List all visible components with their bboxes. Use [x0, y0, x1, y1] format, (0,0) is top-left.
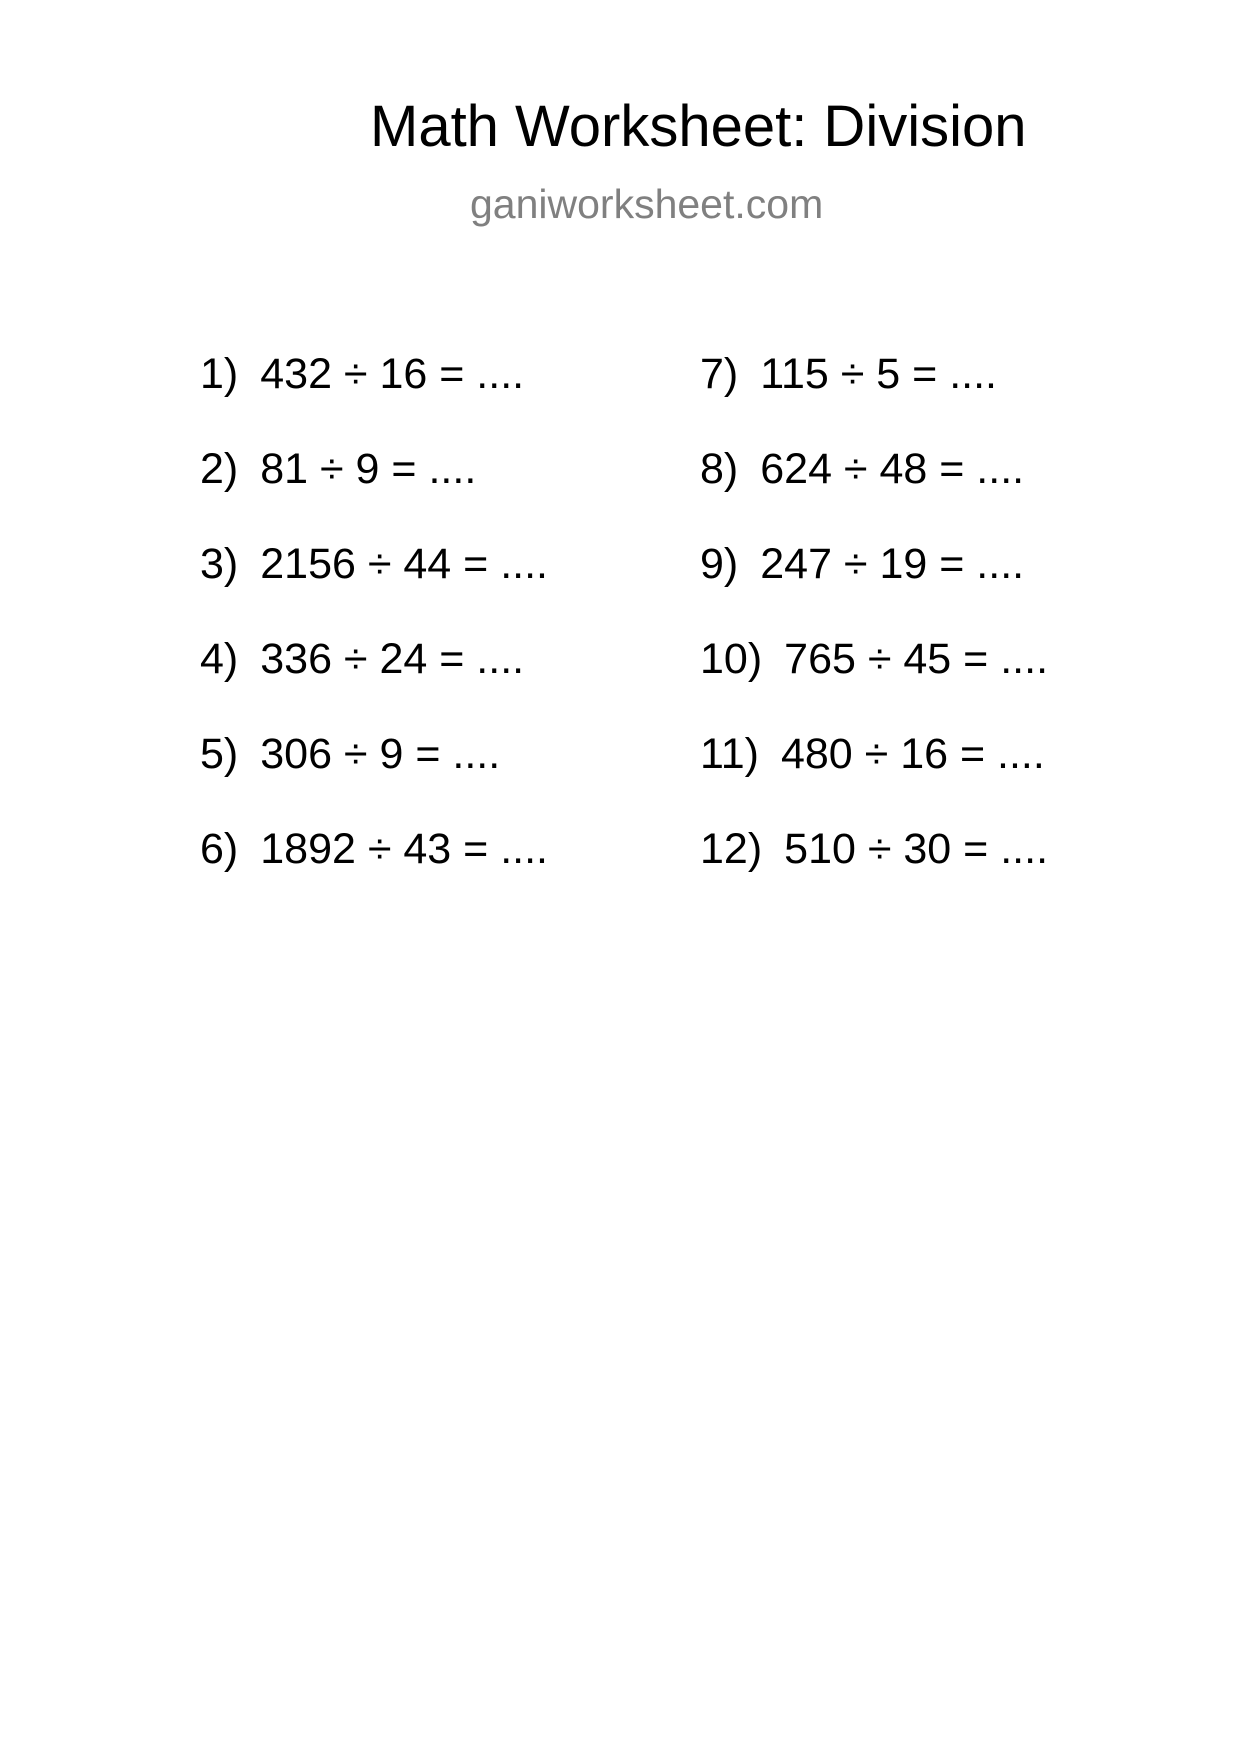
problem-number: 12): [700, 825, 763, 873]
problem-1: [200, 350, 525, 398]
problem-expression: 115 ÷ 5 = ....: [760, 350, 997, 398]
problem-number: 8): [700, 445, 739, 493]
problem-number: 1): [200, 350, 239, 398]
problem-3: [200, 540, 549, 588]
problem-expression: 81 ÷ 9 = ....: [260, 445, 477, 493]
problem-expression: 480 ÷ 16 = ....: [780, 730, 1045, 778]
problem-12: [700, 825, 1049, 873]
problem-expression: 336 ÷ 24 = ....: [260, 635, 525, 683]
problem-number: 2): [200, 445, 239, 493]
worksheet-title: Math Worksheet: Division: [370, 94, 1027, 159]
problem-number: 6): [200, 825, 239, 873]
problem-5: [200, 730, 501, 778]
problem-expression: 306 ÷ 9 = ....: [260, 730, 501, 778]
problem-9: [700, 540, 1025, 588]
problem-expression: 765 ÷ 45 = ....: [784, 635, 1049, 683]
problem-expression: 2156 ÷ 44 = ....: [260, 540, 549, 588]
problem-10: [700, 635, 1049, 683]
problem-7: [700, 350, 997, 398]
problem-6: [200, 825, 549, 873]
problem-2: [200, 445, 477, 493]
problem-11: [700, 730, 1045, 778]
problem-number: 9): [700, 540, 739, 588]
problem-expression: 432 ÷ 16 = ....: [260, 350, 525, 398]
problem-number: 7): [700, 350, 739, 398]
problem-expression: 1892 ÷ 43 = ....: [260, 825, 549, 873]
problem-expression: 624 ÷ 48 = ....: [760, 445, 1025, 493]
problem-number: 3): [200, 540, 239, 588]
source-url: ganiworksheet.com: [470, 181, 824, 227]
problem-number: 5): [200, 730, 239, 778]
problem-4: [200, 635, 525, 683]
problem-8: [700, 445, 1025, 493]
problem-number: 4): [200, 635, 239, 683]
problem-number: 11): [700, 730, 759, 778]
problem-number: 10): [700, 635, 763, 683]
problem-expression: 247 ÷ 19 = ....: [760, 540, 1025, 588]
problem-expression: 510 ÷ 30 = ....: [784, 825, 1049, 873]
